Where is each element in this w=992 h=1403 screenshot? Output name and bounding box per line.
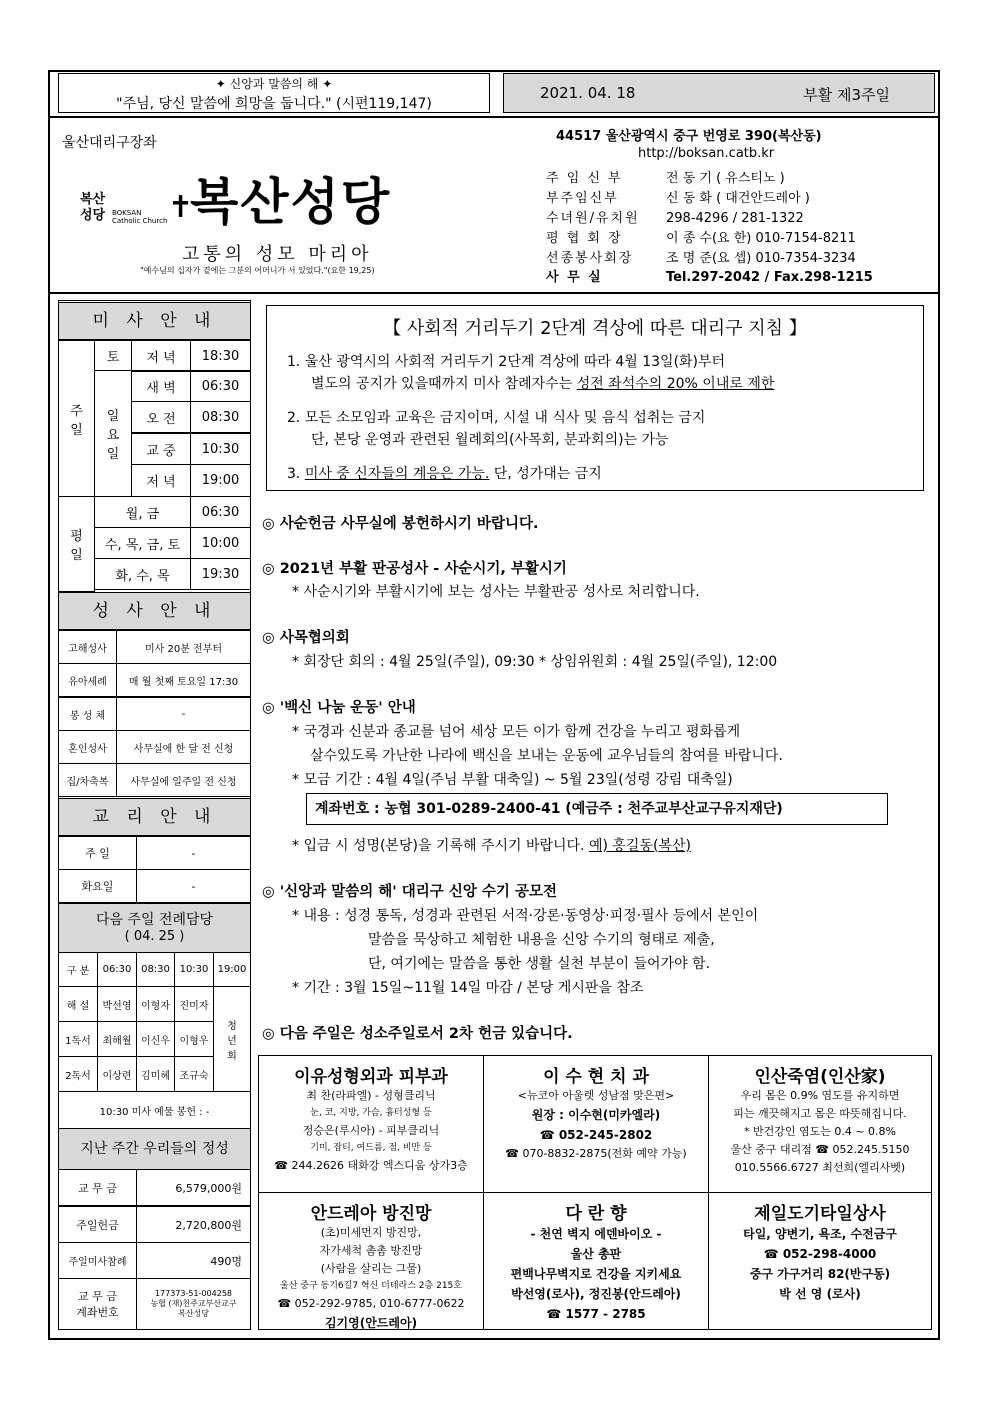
- ad-title: 이 수 현 치 과: [543, 1067, 649, 1087]
- offering-key: 주일헌금: [58, 1206, 137, 1243]
- notice-line-3-rest: 단, 성가대는 금지: [489, 466, 602, 482]
- notice-line-1a: 1. 울산 광역시의 사회적 거리두기 2단계 격상에 따라 4월 13일(화)부터: [287, 354, 726, 370]
- diocese-label: 울산대리구장좌: [62, 135, 157, 151]
- notice-line-3-num: 3.: [287, 466, 305, 482]
- staff-name: Tel.297-2042 / Fax.298-1215: [666, 270, 873, 285]
- ad-line: (사람을 살리는 그물): [320, 1262, 422, 1275]
- staff-row: [546, 207, 896, 226]
- sacrament-value: 사무실에 한 달 전 신청: [116, 730, 251, 764]
- sacrament-title: 성 사 안 내: [58, 592, 251, 630]
- liturgy-0630: 이상련: [97, 1056, 137, 1092]
- header-rule: [48, 116, 940, 118]
- staff-row: [546, 227, 896, 246]
- mass-time: 10:30: [190, 433, 251, 465]
- motto-box: [58, 73, 490, 113]
- liturgy-title-box: [58, 903, 251, 953]
- item-lent-offering: ◎ 사순헌금 사무실에 봉헌하시기 바랍니다.: [262, 516, 539, 532]
- church-address: 44517 울산광역시 중구 번영로 390(복산동): [556, 129, 822, 144]
- staff-row: [546, 187, 896, 206]
- offering-title: 지난 주간 우리들의 정성: [58, 1128, 251, 1170]
- mass-time: 06:30: [190, 370, 251, 402]
- sacrament-key: 유아세례: [58, 663, 117, 697]
- ad-line: ☎ 070-8832-2875(전화 예약 가능): [505, 1147, 687, 1160]
- item-vaccine-line2: 살수있도록 가난한 나라에 백신을 보내는 운동에 교우님들의 참여를 바랍니다.: [310, 748, 783, 764]
- ad-line: 울산 총판: [570, 1247, 622, 1261]
- ad-wallpaper: [483, 1192, 709, 1330]
- offering-value: 6,579,000원: [136, 1169, 251, 1206]
- notice-line-1b-text: 별도의 공지가 있을때까지 미사 참례자수는: [311, 376, 577, 392]
- logo-english: BOKSAN Catholic Church: [112, 209, 168, 225]
- liturgical-sunday: 부활 제3주일: [803, 86, 890, 104]
- ad-line: <뉴코아 아울렛 성남점 맞은편>: [517, 1089, 675, 1102]
- staff-row: [546, 247, 896, 266]
- ad-title: 인산죽염(인산家): [754, 1067, 886, 1087]
- liturgy-0630: 최해월: [97, 1021, 137, 1057]
- liturgy-1030: 조규숙: [174, 1056, 214, 1092]
- cross-icon: ✝: [168, 190, 194, 225]
- ad-plastic-surgery: [258, 1055, 484, 1193]
- item-vaccine: ◎ '백신 나눔 운동' 안내: [262, 700, 416, 716]
- item-confession-detail: * 사순시기와 부활시기에 보는 성사는 부활판공 성사로 처리합니다.: [292, 584, 700, 600]
- ad-line: (초)미세먼지 방진망,: [320, 1226, 422, 1239]
- mass-day: 토: [94, 340, 132, 371]
- liturgy-date: ( 04. 25 ): [124, 929, 185, 944]
- liturgy-youth: 청 년 회: [213, 986, 251, 1092]
- item-second-collection: ◎ 다음 주일은 성소주일로서 2차 헌금 있습니다.: [262, 1026, 573, 1042]
- ad-line: 박선영(로사), 정진봉(안드레아): [511, 1287, 681, 1301]
- ad-line: ☎ 244.2626 태화강 엑스디움 상가3층: [274, 1159, 468, 1172]
- notice-line-1b: [311, 373, 774, 393]
- offering-account-key: 교 무 금 계좌번호: [58, 1278, 137, 1330]
- liturgy-header: 06:30: [97, 952, 137, 987]
- doctrine-key: 주 일: [58, 836, 137, 870]
- mass-schedule-title: 미 사 안 내: [58, 302, 251, 340]
- sacrament-value: 사무실에 일주일 전 신청: [116, 763, 251, 797]
- ad-line: ☎ 1577 - 2785: [546, 1307, 646, 1321]
- weekday-days: 수, 목, 금, 토: [94, 527, 191, 559]
- ad-title: 제일도기타일상사: [754, 1204, 886, 1224]
- ad-title: 안드레아 방진망: [310, 1204, 432, 1224]
- ad-line: 편백나무벽지로 건강을 지키세요: [510, 1267, 682, 1281]
- doctrine-key: 화요일: [58, 869, 137, 903]
- doctrine-value: -: [136, 836, 251, 870]
- liturgy-0630: 박선영: [97, 986, 137, 1022]
- sunday-label: 주 일: [58, 340, 95, 497]
- liturgy-title: 다음 주일 전례담당: [95, 912, 214, 928]
- mass-kind: 교 중: [131, 433, 191, 465]
- item-contest-line2: 말씀을 묵상하고 체험한 내용을 신앙 수기의 형태로 제출,: [368, 932, 715, 948]
- offering-value: 2,720,800원: [136, 1206, 251, 1243]
- item-contest-line1: * 내용 : 성경 통독, 성경과 관련된 서적·강론·동영상·피정·필사 등에서 본인이: [292, 908, 759, 924]
- date-box: [503, 73, 935, 113]
- staff-role: 평 협 회 장: [546, 231, 623, 246]
- weekday-days: 화, 수, 목: [94, 558, 191, 590]
- staff-role: 수녀원/유치원: [546, 211, 640, 226]
- liturgy-1030: 이형우: [174, 1021, 214, 1057]
- mass-kind: 저 녁: [131, 340, 191, 372]
- vaccine-note-example: 예) 홍길동(복산): [588, 838, 691, 854]
- ad-title: 다 란 향: [565, 1204, 627, 1224]
- liturgy-0830: 김미혜: [136, 1056, 175, 1092]
- liturgy-header: 구 분: [58, 952, 98, 987]
- ad-line: - 천연 벽지 에덴바이오 -: [530, 1227, 662, 1241]
- item-contest: ◎ '신앙과 말씀의 해' 대리구 신앙 수기 공모전: [262, 884, 557, 900]
- notice-line-3: [287, 463, 602, 483]
- weekday-label: 평 일: [58, 496, 95, 592]
- offering-account-value: 177373-51-004258 농협 (재)천주교부산교구 복산성당: [136, 1278, 251, 1330]
- ad-line: ☎ 052-292-9785, 010-6777-0622: [277, 1297, 465, 1310]
- ad-line: 울산 중구 동기6길7 혁신 더테라스 2층 215호: [280, 1281, 462, 1291]
- item-vaccine-note: [292, 835, 691, 855]
- sacrament-key: 집/차축복: [58, 763, 117, 797]
- ad-line: 010.5566.6727 최선희(엘리사벳): [734, 1161, 906, 1174]
- notice-line-1c-underlined: 성전 좌석수의 20% 이내로 제한: [576, 376, 775, 392]
- staff-role: 사 무 실: [546, 270, 603, 285]
- staff-row: [546, 266, 896, 285]
- vaccine-account-box: 계좌번호 : 농협 301-0289-2400-41 (예금주 : 천주교부산교구유지재단): [306, 793, 888, 825]
- weekday-time: 10:00: [190, 527, 251, 559]
- weekday-time: 06:30: [190, 496, 251, 528]
- ad-line: 원장 : 이수현(미카엘라): [531, 1108, 661, 1122]
- ad-line: 정승은(루시아) - 피부클리닉: [302, 1124, 440, 1137]
- mass-kind: 새 벽: [131, 370, 191, 402]
- sacrament-key: 봉 성 체: [58, 697, 117, 731]
- ad-line: 눈, 코, 지방, 가슴, 흉터성형 등: [310, 1108, 432, 1118]
- weekday-days: 월, 금: [94, 496, 191, 528]
- liturgy-role: 해 설: [58, 986, 98, 1022]
- ad-tile-store: [708, 1192, 932, 1330]
- patron-quote: "예수님의 십자가 곁에는 그분의 어머니가 서 있었다."(요한 19,25): [140, 266, 375, 275]
- staff-name: 이 종 수(요 한) 010-7154-8211: [666, 231, 856, 246]
- sacrament-key: 고해성사: [58, 630, 117, 664]
- staff-row: [546, 167, 896, 186]
- motto-verse: "주님, 당신 말씀에 희망을 둡니다." (시편119,147): [116, 96, 432, 112]
- weekday-time: 19:30: [190, 558, 251, 590]
- staff-name: 신 동 화 ( 대건안드레아 ): [666, 191, 810, 206]
- item-vaccine-line1: * 국경과 신분과 종교를 넘어 세상 모든 이가 함께 건강을 누리고 평화롭게: [292, 724, 741, 740]
- logo-small-text: 복산 성당: [80, 192, 106, 223]
- liturgy-1030: 진미자: [174, 986, 214, 1022]
- liturgy-0830: 이신우: [136, 1021, 175, 1057]
- church-name: 복산성당: [190, 172, 392, 231]
- ad-line: 피는 깨끗해지고 몸은 따뜻해집니다.: [733, 1107, 907, 1120]
- item-contest-period: * 기간 : 3월 15일~11월 14일 마감 / 본당 게시판을 참조: [292, 980, 644, 996]
- item-pastoral-council: ◎ 사목협의회: [262, 630, 350, 646]
- staff-name: 298-4296 / 281-1322: [666, 211, 804, 226]
- liturgy-header: 08:30: [136, 952, 175, 987]
- sacrament-value: -: [116, 697, 251, 731]
- staff-role: 주 임 신 부: [546, 171, 623, 186]
- mass-time: 18:30: [190, 340, 251, 372]
- doctrine-value: -: [136, 869, 251, 903]
- item-council-detail: * 회장단 회의 : 4월 25일(주일), 09:30 * 상임위원회 : 4월 25일(주일), 12:00: [292, 654, 778, 670]
- liturgy-role: 1독서: [58, 1021, 98, 1057]
- ad-line: * 반건강인 염도는 0.4 ~ 0.8%: [743, 1125, 897, 1138]
- ad-line: 자가세척 촘촘 방진망: [319, 1244, 423, 1257]
- offering-key: 교 무 금: [58, 1169, 137, 1206]
- offering-value: 490명: [136, 1242, 251, 1279]
- ad-line: 중구 가구거리 82(반구동): [749, 1267, 891, 1281]
- ad-line: 박 선 영 (로사): [779, 1287, 861, 1301]
- item-vaccine-period: * 모금 기간 : 4월 4일(주님 부활 대축일) ~ 5월 23일(성령 강림 대축일): [292, 772, 733, 788]
- ad-bamboo-salt: [708, 1055, 932, 1193]
- staff-role: 선종봉사회장: [546, 251, 634, 266]
- item-contest-line3: 단, 여기에는 말씀을 통한 생활 실천 부분이 들어가야 함.: [368, 956, 711, 972]
- vaccine-note-text: * 입금 시 성명(본당)을 기록해 주시기 바랍니다.: [292, 838, 589, 854]
- mass-kind: 저 녁: [131, 464, 191, 497]
- mass-kind: 오 전: [131, 401, 191, 433]
- mass-time: 19:00: [190, 464, 251, 497]
- header-bottom-rule: [48, 292, 940, 294]
- sacrament-value: 매 월 첫째 토요일 17:30: [116, 663, 251, 697]
- ad-line: 최 찬(라파엘) - 성형클리닉: [306, 1089, 436, 1102]
- mass-time: 08:30: [190, 401, 251, 433]
- sacrament-value: 미사 20분 전부터: [116, 630, 251, 664]
- notice-line-2b: 단, 본당 운영과 관련된 월례회의(사목회, 분과회의)는 가능: [311, 432, 669, 448]
- motto-title: ✦ 신앙과 말씀의 해 ✦: [215, 77, 333, 91]
- notice-line-3-underlined: 미사 중 신자들의 계응은 가능.: [304, 466, 490, 482]
- sunday-sublabel: 일 요 일: [94, 370, 132, 497]
- notice-box: [266, 305, 924, 491]
- ad-line: 울산 중구 대리점 ☎ 052.245.5150: [730, 1143, 910, 1156]
- ad-window-screen: [258, 1192, 484, 1330]
- liturgy-0830: 이형자: [136, 986, 175, 1022]
- item-confession: ◎ 2021년 부활 판공성사 - 사순시기, 부활시기: [262, 561, 567, 577]
- ad-line: 우리 몸은 0.9% 염도를 유지하면: [740, 1089, 900, 1102]
- liturgy-offertory: 10:30 미사 예물 봉헌 : -: [58, 1091, 251, 1129]
- church-website[interactable]: http://boksan.catb.kr: [638, 146, 775, 161]
- ad-line: 기미, 잡티, 여드름, 점, 비만 등: [310, 1143, 432, 1153]
- staff-name: 조 명 준(요 셉) 010-7354-3234: [666, 251, 856, 266]
- ad-line: ☎ 052-298-4000: [763, 1247, 877, 1261]
- notice-line-2a: 2. 모든 소모임과 교육은 금지이며, 시설 내 식사 및 음식 섭취는 금지: [287, 410, 706, 426]
- ad-line: ☎ 052-245-2802: [539, 1128, 653, 1142]
- doctrine-title: 교 리 안 내: [58, 798, 251, 836]
- offering-key: 주일미사참례: [58, 1242, 137, 1279]
- ad-line: 김기영(안드레아): [324, 1316, 418, 1330]
- notice-title: 【 사회적 거리두기 2단계 격상에 따른 대리구 지침 】: [383, 318, 807, 339]
- bulletin-date: 2021. 04. 18: [540, 84, 636, 102]
- staff-role: 부주임신부: [546, 191, 619, 206]
- liturgy-header: 19:00: [213, 952, 251, 987]
- liturgy-role: 2독서: [58, 1056, 98, 1092]
- ad-line: 타일, 양변기, 욕조, 수전금구: [743, 1227, 897, 1241]
- ad-dental-clinic: [483, 1055, 709, 1193]
- ad-title: 이유성형외과 피부과: [294, 1067, 448, 1087]
- liturgy-header: 10:30: [174, 952, 214, 987]
- staff-name: 전 동 기 ( 유스티노 ): [666, 171, 785, 186]
- sacrament-key: 혼인성사: [58, 730, 117, 764]
- patron-saint: 고통의 성모 마리아: [182, 244, 373, 265]
